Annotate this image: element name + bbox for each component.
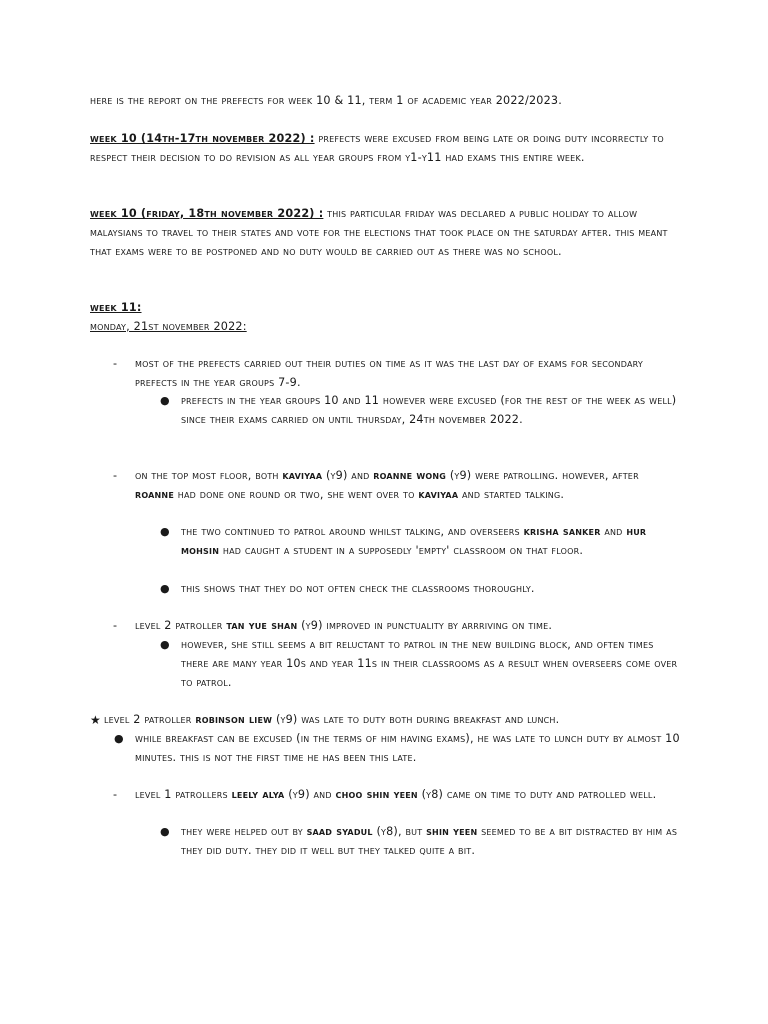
- week10-exams-paragraph: [90, 130, 680, 168]
- item-4a-text: (y8), but: [376, 825, 423, 838]
- item-1a: prefects in the year groups 10 and 11 however were excused (for the rest of the week as well) since their exams carried on until thursday, 24th november 2022.: [181, 394, 677, 426]
- person-name: tan yue shan: [226, 619, 298, 632]
- person-name: kaviyaa: [282, 469, 323, 482]
- bullet-marker: ●: [160, 394, 170, 407]
- week10-exams-text: prefects were excused from being late or doing duty incorrectly to respect their decision to do revision as all year groups from y1-y11 had exams this entire week.: [90, 132, 664, 164]
- dash-marker: -: [113, 788, 118, 801]
- person-name: leely alya: [231, 788, 285, 801]
- dash-marker: -: [113, 357, 118, 370]
- item-2-text: on the top most floor, both: [135, 469, 279, 482]
- starred-item: [104, 711, 680, 730]
- person-name: robinson liew: [195, 713, 273, 726]
- week10-holiday-text: this particular friday was declared a public holiday to allow malaysians to travel to their states and vote for the elections that took place on the saturday after. this meant that exams were to be postponed and no duty would be carried out as there was no school.: [90, 207, 668, 258]
- person-name: krisha sanker: [523, 525, 601, 538]
- person-name: roanne: [135, 487, 174, 501]
- week11-heading: week 11:: [90, 301, 142, 314]
- item-2-text: (y9) were patrolling. however, after: [449, 469, 639, 482]
- item-4-text: (y8) came on time to duty and patrolled well.: [421, 788, 657, 801]
- item-3: [135, 617, 680, 636]
- item-2: [135, 467, 680, 505]
- item-1: most of the prefects carried out their duties on time as it was the last day of exams for secondary prefects in the year groups 7-9.: [135, 357, 643, 389]
- person-name: roanne wong: [373, 469, 447, 482]
- item-3-text: level 2 patroller: [135, 619, 223, 632]
- dash-marker: -: [113, 619, 118, 632]
- item-2-text: had done one round or two, she went over to: [177, 487, 415, 501]
- item-2a-text: and: [604, 525, 623, 538]
- intro-paragraph: here is the report on the prefects for week 10 & 11, term 1 of academic year 2022/2023.: [90, 94, 562, 107]
- bullet-marker: ●: [160, 525, 170, 538]
- item-4: [135, 786, 680, 805]
- item-2a-text: the two continued to patrol around whilst talking, and overseers: [181, 525, 520, 538]
- person-name: choo shin yeen: [335, 788, 418, 801]
- starred-item-text: (y9) was late to duty both during breakfast and lunch.: [275, 713, 560, 726]
- item-2a: [181, 523, 681, 561]
- person-name: saad syadul: [306, 825, 373, 838]
- week11-heading-block: [90, 299, 680, 337]
- item-4a-text: they were helped out by: [181, 825, 303, 838]
- item-2a-text: had caught a student in a supposedly 'empty' classroom on that floor.: [222, 543, 584, 557]
- item-2-text: and started talking.: [461, 487, 565, 501]
- bullet-marker: ●: [160, 638, 170, 651]
- person-name: kaviyaa: [418, 487, 459, 501]
- week10-exams-heading: week 10 (14th-17th november 2022) :: [90, 132, 315, 145]
- dash-marker: -: [113, 469, 118, 482]
- bullet-marker: ●: [114, 732, 124, 745]
- bullet-marker: ●: [160, 582, 170, 595]
- star-marker: ★: [90, 713, 101, 727]
- week10-holiday-paragraph: [90, 205, 680, 261]
- starred-item-text: level 2 patroller: [104, 713, 192, 726]
- item-4-text: (y9) and: [288, 788, 332, 801]
- item-4-text: level 1 patrollers: [135, 788, 228, 801]
- week11-date: monday, 21st november 2022:: [90, 319, 247, 333]
- item-4a: [181, 823, 681, 861]
- item-3a: however, she still seems a bit reluctant to patrol in the new building block, and often times there are many year 10s and year 11s in their classrooms as a result when overseers come over to patrol.: [181, 638, 678, 689]
- item-2b: this shows that they do not often check the classrooms thoroughly.: [181, 582, 535, 595]
- item-2-text: (y9) and: [325, 469, 370, 482]
- person-name: shin yeen: [426, 825, 478, 838]
- item-4a-text: seemed to be a bit distracted by him as they did duty. they did it well but they talked quite a bit.: [181, 825, 678, 857]
- item-3-text: (y9) improved in punctuality by arrriving on time.: [301, 619, 553, 632]
- person-name: hur mohsin: [181, 525, 647, 557]
- starred-item-a: while breakfast can be excused (in the terms of him having exams), he was late to lunch duty by almost 10 minutes. this is not the first time he has been this late.: [135, 732, 680, 764]
- bullet-marker: ●: [160, 825, 170, 838]
- week10-holiday-heading: week 10 (friday, 18th november 2022) :: [90, 207, 324, 220]
